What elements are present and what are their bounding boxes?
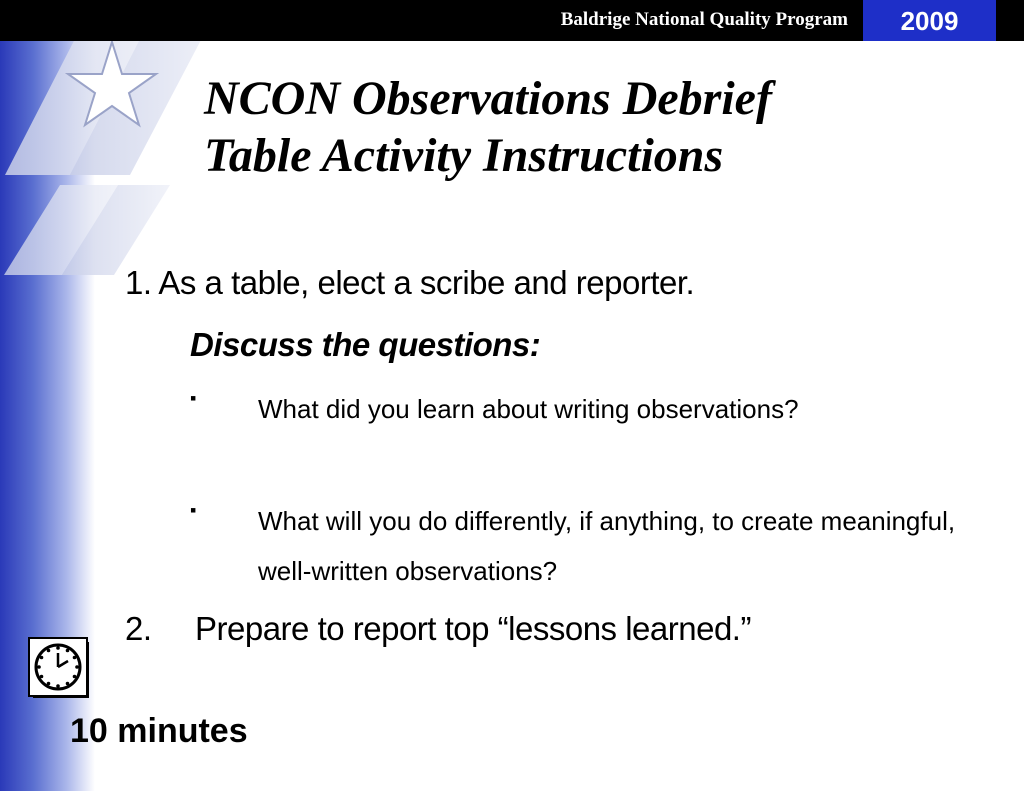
step-2-number: 2. bbox=[125, 610, 152, 647]
organization-name: Baldrige National Quality Program bbox=[560, 9, 848, 30]
top-bar bbox=[0, 0, 1024, 41]
square-bullet-icon: ▪ bbox=[190, 388, 197, 408]
bullet-text: What will you do differently, if anything, to create meaningful, well-written observations? bbox=[258, 506, 956, 586]
step-2-text: Prepare to report top “lessons learned.” bbox=[195, 610, 751, 647]
step-1-text: 1. As a table, elect a scribe and reporter. bbox=[125, 264, 695, 301]
bullet-text: What did you learn about writing observations? bbox=[258, 394, 799, 424]
slide-title bbox=[204, 70, 994, 184]
discuss-heading: Discuss the questions: bbox=[190, 326, 541, 363]
clock-icon bbox=[27, 636, 89, 698]
step-2 bbox=[125, 610, 751, 648]
title-line-2: Table Activity Instructions bbox=[204, 129, 724, 182]
year-badge: 2009 bbox=[863, 0, 996, 41]
title-line-1: NCON Observations Debrief bbox=[204, 72, 772, 125]
square-bullet-icon: ▪ bbox=[190, 500, 197, 520]
timer-text: 10 minutes bbox=[70, 712, 248, 750]
